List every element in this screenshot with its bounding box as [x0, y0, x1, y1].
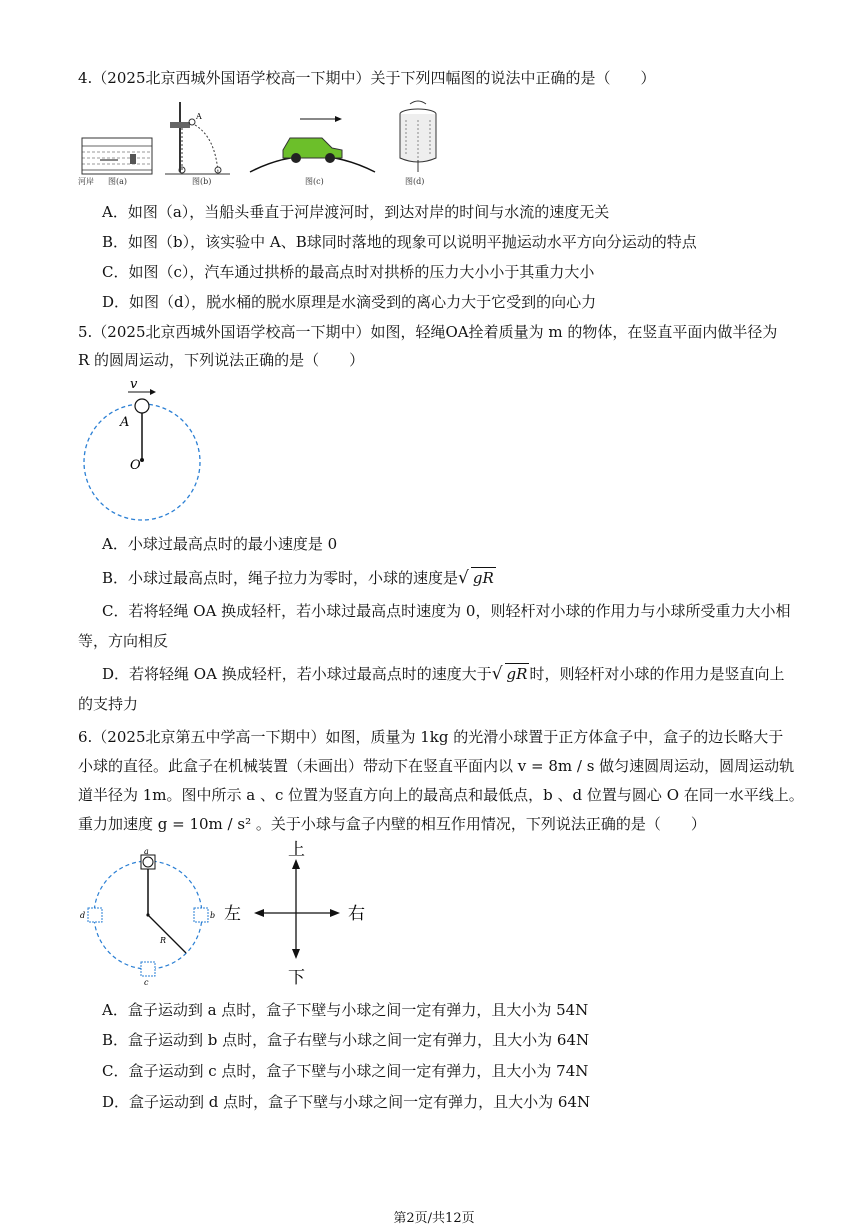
q6-label-d: d	[80, 911, 86, 920]
q6-label-c: c	[144, 978, 149, 987]
q5-label-o: O	[130, 458, 141, 473]
fig-d-drum	[400, 101, 436, 172]
q6-label-r: R	[160, 936, 167, 945]
q5-option-a: A．小球过最高点时的最小速度是 0	[102, 535, 338, 553]
fig-b-apparatus	[165, 102, 230, 174]
q4-figures	[0, 92, 868, 192]
q5-label-v: v	[130, 377, 138, 392]
q6-label-up: 上	[288, 840, 305, 860]
fig-a-river	[82, 138, 152, 174]
q5-option-b: B．小球过最高点时，绳子拉力为零时，小球的速度是√ gR	[102, 568, 494, 588]
q4-option-b: B．如图（b），该实验中 A、B球同时落地的现象可以说明平抛运动水平方向分运动的特点	[102, 233, 697, 251]
q5-label-a: A	[120, 415, 130, 430]
q6-stem-line2: 小球的直径。此盒子在机械装置（未画出）带动下在竖直平面内以 v = 8m / s 做匀速圆周运动，圆周运动轨	[78, 757, 795, 775]
q5-option-c-line1: C．若将轻绳 OA 换成轻杆，若小球过最高点时速度为 0，则轻杆对小球的作用力与小球所受重力大小相	[102, 602, 791, 620]
q4-option-d: D．如图（d），脱水桶的脱水原理是水滴受到的离心力大于它受到的向心力	[102, 293, 597, 311]
q6-label-a: a	[144, 847, 149, 856]
fig-c-label: 图(c)	[305, 177, 324, 186]
q6-stem-line3: 道半径为 1m。图中所示 a 、c 位置为竖直方向上的最高点和最低点，b 、d 位置与圆心 O 在同一水平线上。	[78, 786, 804, 804]
q6-option-a: A．盒子运动到 a 点时，盒子下壁与小球之间一定有弹力，且大小为 54N	[102, 1001, 589, 1019]
q6-label-right: 右	[348, 904, 365, 924]
q6-label-b: b	[210, 911, 216, 920]
q6-label-down: 下	[288, 968, 305, 988]
fig-b-label: 图(b)	[192, 177, 212, 186]
q4-option-a: A．如图（a），当船头垂直于河岸渡河时，到达对岸的时间与水流的速度无关	[102, 203, 610, 221]
q5-figure	[78, 378, 218, 518]
q5-option-d-line1: D．若将轻绳 OA 换成轻杆，若小球过最高点时的速度大于√ gR 时，则轻杆对小球的作用力是竖直向上	[102, 664, 785, 684]
q5-stem-line1: 5.（2025北京西城外国语学校高一下期中）如图，轻绳OA拴着质量为 m 的物体，在竖直平面内做半径为	[78, 323, 778, 341]
q6-stem-line4: 重力加速度 g = 10m / s² 。关于小球与盒子内壁的相互作用情况，下列说法正确的是（ ）	[78, 815, 706, 833]
fig-a-label: 图(a)	[108, 177, 128, 186]
fig-c-car-bridge	[250, 116, 375, 172]
q4-stem: 4.（2025北京西城外国语学校高一下期中）关于下列四幅图的说法中正确的是（ ）	[78, 69, 656, 87]
q6-option-d: D．盒子运动到 d 点时，盒子下壁与小球之间一定有弹力，且大小为 64N	[102, 1093, 591, 1111]
svg-text:A: A	[196, 112, 202, 121]
q5-stem-line2: R 的圆周运动，下列说法正确的是（ ）	[78, 351, 365, 369]
q4-option-c: C．如图（c），汽车通过拱桥的最高点时对拱桥的压力大小小于其重力大小	[102, 263, 595, 281]
q6-option-b: B．盒子运动到 b 点时，盒子右壁与小球之间一定有弹力，且大小为 64N	[102, 1031, 590, 1049]
q5-option-d-line2: 的支持力	[78, 695, 139, 713]
q6-option-c: C．盒子运动到 c 点时，盒子下壁与小球之间一定有弹力，且大小为 74N	[102, 1062, 589, 1080]
page-footer: 第2页/共12页	[393, 1211, 475, 1226]
fig-a-bank: 河岸	[78, 177, 94, 186]
q6-figure-circle	[78, 845, 228, 985]
q6-figure-directions	[220, 840, 380, 988]
q5-option-c-line2: 等，方向相反	[78, 632, 169, 650]
q6-label-left: 左	[224, 904, 241, 924]
fig-d-label: 图(d)	[405, 177, 425, 186]
q6-stem-line1: 6.（2025北京第五中学高一下期中）如图，质量为 1kg 的光滑小球置于正方体盒子中，盒子的边长略大于	[78, 728, 784, 746]
